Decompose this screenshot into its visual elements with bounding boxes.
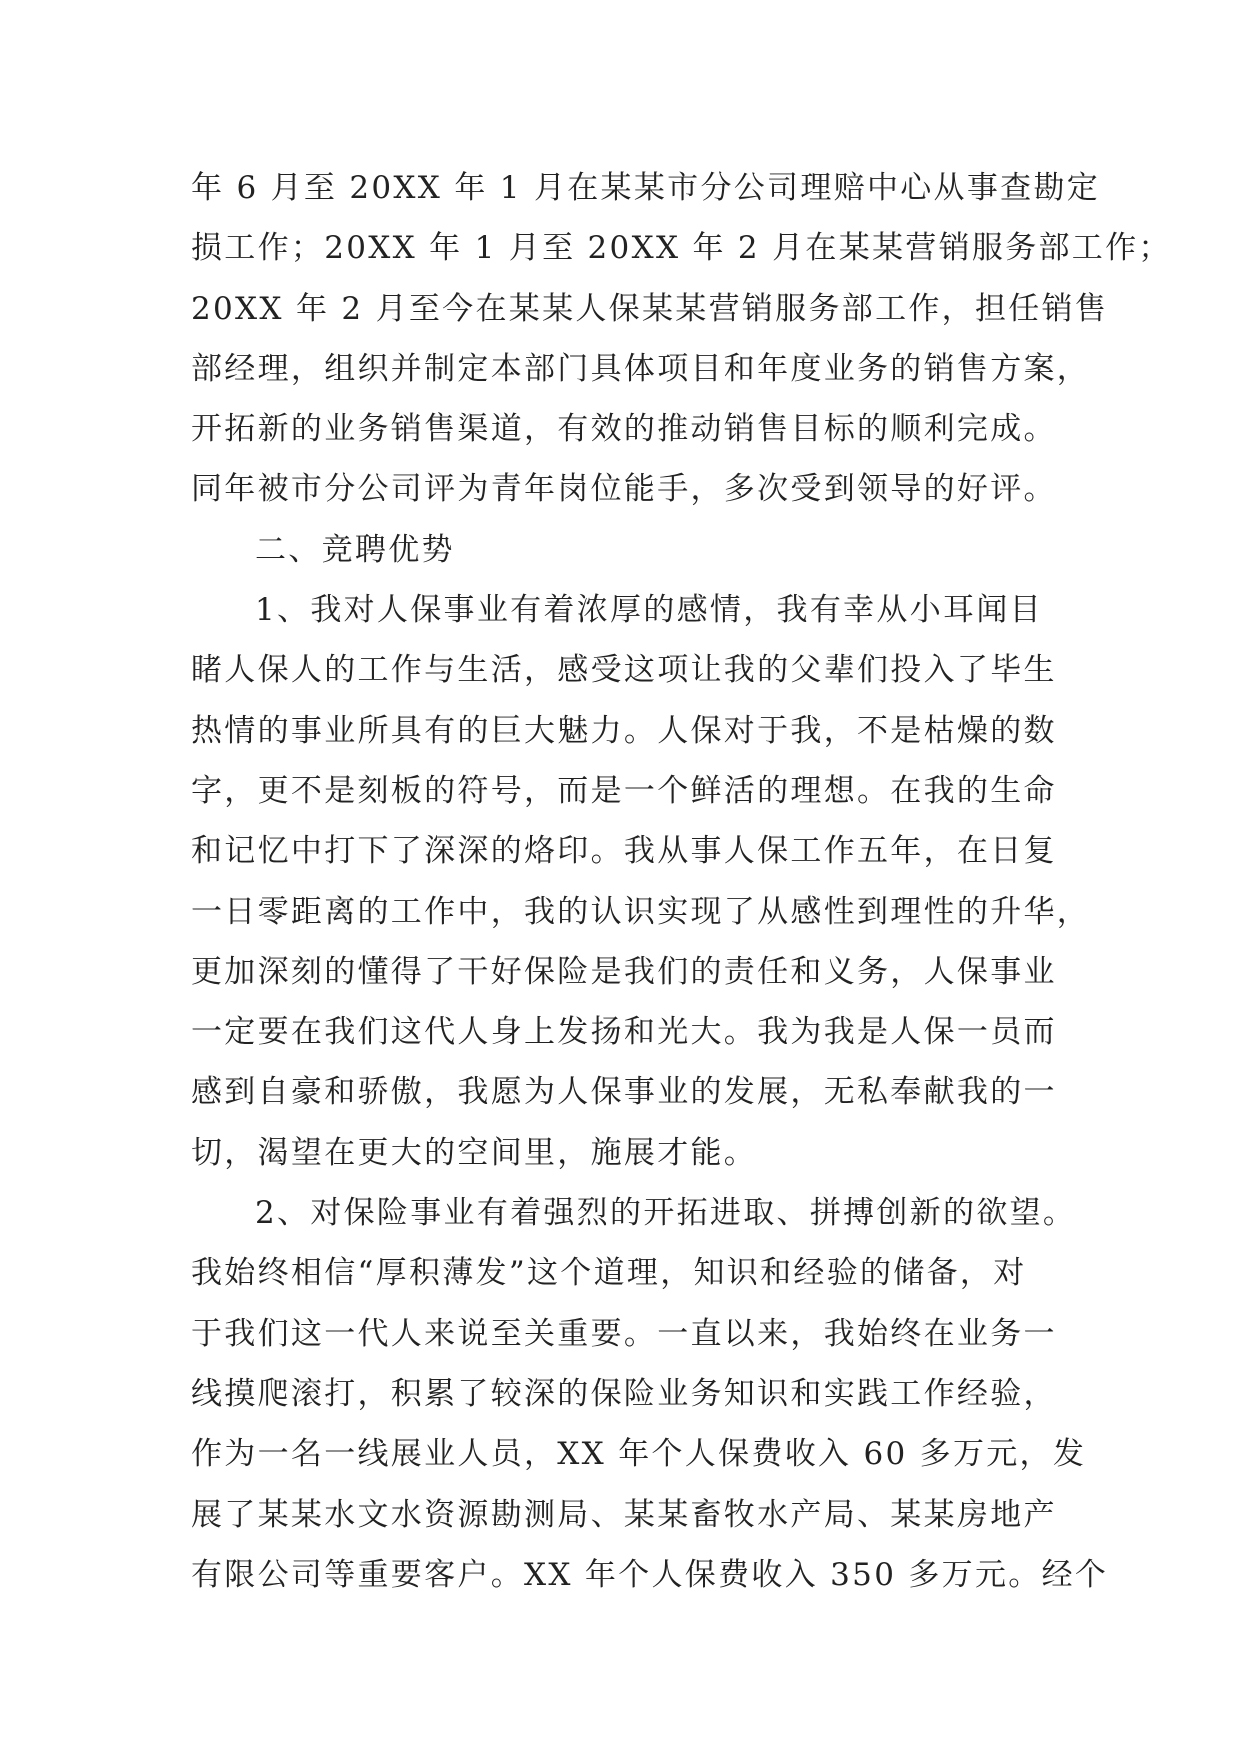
body-line: 我始终相信“厚积薄发”这个道理，知识和经验的储备，对 <box>191 1255 1027 1292</box>
body-line: 2、对保险事业有着强烈的开拓进取、拼搏创新的欲望。 <box>255 1195 1077 1232</box>
body-line: 睹人保人的工作与生活，感受这项让我的父辈们投入了毕生 <box>191 652 1057 689</box>
body-line: 开拓新的业务销售渠道，有效的推动销售目标的顺利完成。 <box>191 411 1057 448</box>
body-line: 更加深刻的懂得了干好保险是我们的责任和义务，人保事业 <box>191 953 1057 990</box>
section-heading: 二、竞聘优势 <box>255 531 455 568</box>
body-line: 线摸爬滚打，积累了较深的保险业务知识和实践工作经验， <box>191 1375 1057 1412</box>
body-line: 热情的事业所具有的巨大魅力。人保对于我，不是枯燥的数 <box>191 712 1057 749</box>
body-line: 部经理，组织并制定本部门具体项目和年度业务的销售方案， <box>191 350 1091 387</box>
body-line: 年 6 月至 20XX 年 1 月在某某市分公司理赔中心从事查勘定 <box>191 170 1101 206</box>
body-line: 和记忆中打下了深深的烙印。我从事人保工作五年，在日复 <box>191 833 1057 870</box>
document-body <box>191 158 1172 1605</box>
body-line: 损工作；20XX 年 1 月至 20XX 年 2 月在某某营销服务部工作； <box>191 230 1172 267</box>
body-line: 同年被市分公司评为青年岗位能手，多次受到领导的好评。 <box>191 471 1057 508</box>
body-line: 感到自豪和骄傲，我愿为人保事业的发展，无私奉献我的一 <box>191 1074 1057 1111</box>
body-line: 展了某某水文水资源勘测局、某某畜牧水产局、某某房地产 <box>191 1496 1057 1533</box>
body-line: 有限公司等重要客户。XX 年个人保费收入 350 多万元。经个 <box>191 1556 1109 1593</box>
body-line: 一定要在我们这代人身上发扬和光大。我为我是人保一员而 <box>191 1014 1057 1051</box>
body-line: 切，渴望在更大的空间里，施展才能。 <box>191 1134 758 1171</box>
body-line: 1、我对人保事业有着浓厚的感情，我有幸从小耳闻目 <box>255 592 1043 629</box>
body-line: 字，更不是刻板的符号，而是一个鲜活的理想。在我的生命 <box>191 772 1057 809</box>
body-line: 作为一名一线展业人员，XX 年个人保费收入 60 多万元，发 <box>191 1436 1087 1473</box>
body-line: 一日零距离的工作中，我的认识实现了从感性到理性的升华， <box>191 893 1091 930</box>
body-line: 于我们这一代人来说至关重要。一直以来，我始终在业务一 <box>191 1315 1057 1352</box>
body-line: 20XX 年 2 月至今在某某人保某某营销服务部工作，担任销售 <box>191 290 1109 327</box>
